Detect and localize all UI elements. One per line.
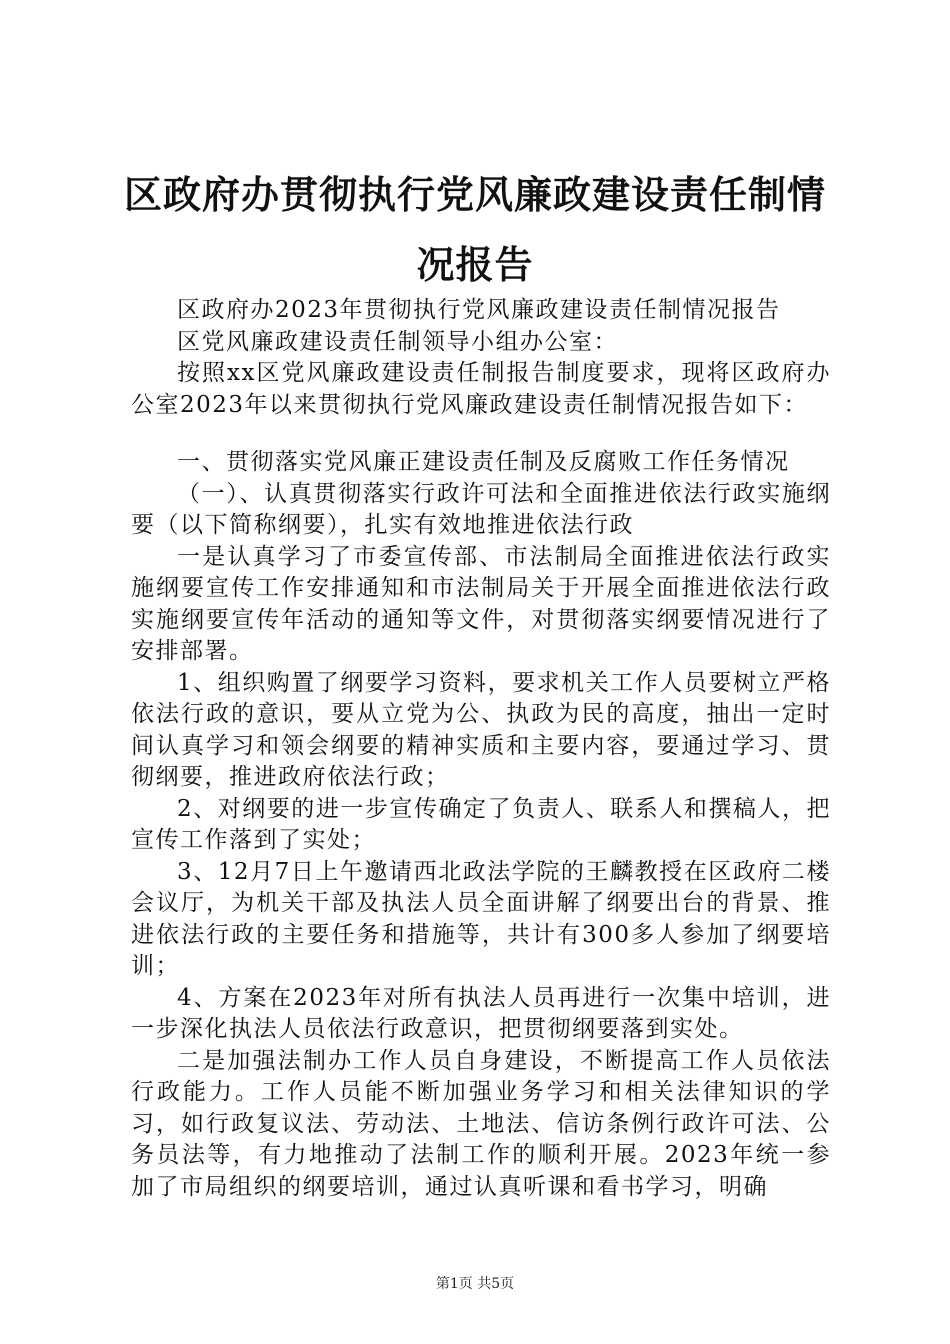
document-title: 区政府办贯彻执行党风廉政建设责任制情况报告 bbox=[123, 172, 826, 287]
list-item-3: 3、12月7日上午邀请西北政法学院的王麟教授在区政府二楼会议厅，为机关干部及执法人员全面讲解了纲要出台的背景、推进依法行政的主要任务和措施等，共计有300多人参加了纲要培训； bbox=[131, 858, 831, 979]
list-item-2: 2、对纲要的进一步宣传确定了负责人、联系人和撰稿人，把宣传工作落到了实处； bbox=[131, 795, 831, 853]
body-paragraph: 二是加强法制办工作人员自身建设，不断提高工作人员依法行政能力。工作人员能不断加强业务学习和相关法律知识的学习，如行政复议法、劳动法、土地法、信访条例行政许可法、公务员法等，有力地推动了法制工作的顺利开展。2023年统一参加了市局组织的纲要培训，通过认真听课和看书学习，明确 bbox=[131, 1047, 831, 1200]
document-body bbox=[131, 295, 831, 1203]
list-item-4: 4、方案在2023年对所有执法人员再进行一次集中培训，进一步深化执法人员依法行政意识，把贯彻纲要落到实处。 bbox=[131, 984, 831, 1042]
intro-paragraph: 按照xx区党风廉政建设责任制报告制度要求，现将区政府办公室2023年以来贯彻执行党风廉政建设责任制情况报告如下： bbox=[131, 360, 831, 418]
section-heading-1: 一、贯彻落实党风廉正建设责任制及反腐败工作任务情况 bbox=[177, 449, 790, 475]
report-subtitle: 区政府办2023年贯彻执行党风廉政建设责任制情况报告 bbox=[177, 297, 781, 323]
paragraph-gap bbox=[131, 421, 831, 447]
addressee: 区党风廉政建设责任制领导小组办公室： bbox=[177, 328, 618, 355]
page-footer: 第1页 共5页 bbox=[435, 1276, 515, 1292]
body-paragraph: 一是认真学习了市委宣传部、市法制局全面推进依法行政实施纲要宣传工作安排通知和市法制局关于开展全面推进依法行政实施纲要宣传年活动的通知等文件，对贯彻落实纲要情况进行了安排部署。 bbox=[131, 543, 831, 664]
subsection-heading-1: （一）、认真贯彻落实行政许可法和全面推进依法行政实施纲要（以下简称纲要），扎实有效地推进依法行政 bbox=[131, 480, 831, 538]
list-item-1: 1、组织购置了纲要学习资料，要求机关工作人员要树立严格依法行政的意识，要从立党为公、执政为民的高度，抽出一定时间认真学习和领会纲要的精神实质和主要内容，要通过学习、贯彻纲要，推进政府依法行政； bbox=[131, 669, 831, 790]
